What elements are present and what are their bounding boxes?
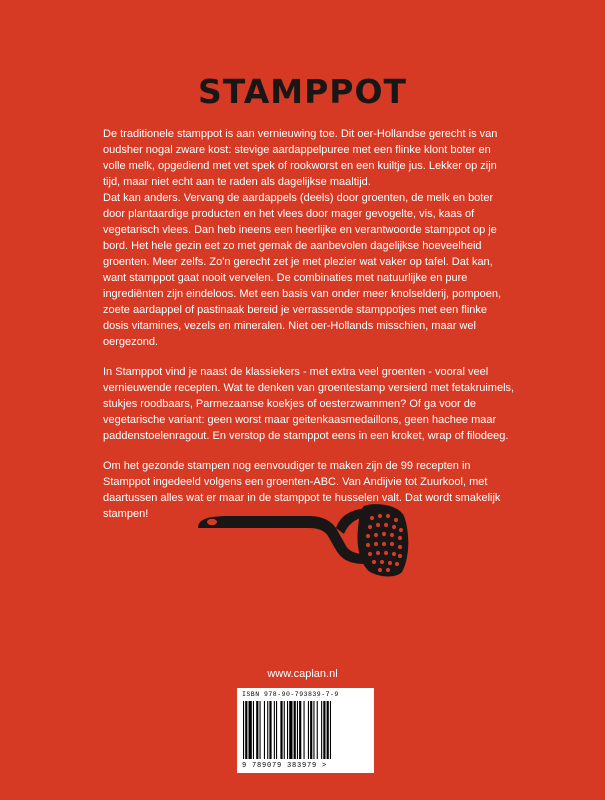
barcode-bar <box>264 701 265 759</box>
barcode-bar <box>249 701 252 759</box>
barcode-bar <box>284 701 285 759</box>
potato-masher-icon <box>190 498 415 580</box>
barcode-bar <box>287 701 288 759</box>
barcode-bar <box>313 701 314 759</box>
barcode-bar <box>269 701 271 759</box>
barcode-bar <box>304 701 305 759</box>
barcode-bar <box>323 701 325 759</box>
barcode-bar <box>253 701 254 759</box>
barcode-digits: 9 789079 383979 > <box>242 762 328 770</box>
barcode-bar <box>274 701 275 759</box>
barcode-bar <box>294 701 296 759</box>
isbn-barcode <box>237 688 374 773</box>
barcode-bar <box>267 701 268 759</box>
blurb-paragraph-1: De traditionele stamppot is aan vernieuwing toe. Dit oer-Hollandse gerecht is van oudsher nogal zware kost: stevige aardappelpuree met een flinke klont boter en volle melk, opgediend met vet spek of rookworst en een kuiltje jus. Lekker op zijn tijd, maar niet echt aan te raden als dagelijkse maaltijd. Dat kan anders. Vervang de aardappels (deels) door groenten, de melk en boter door plantaardige producten en het vlees door mager gevogelte, vis, kaas of vegetarisch vlees. Dan heb ineens een heerlijke en verantwoorde stamppot op je bord. Het hele gezin eet zo met gemak de aanbevolen dagelijkse hoeveelheid groenten. Meer zelfs. Zo'n gerecht zet je met plezier wat vaker op tafel. Dat kan, want stamppot gaat nooit vervelen. De combinaties met natuurlijke en pure ingrediënten zijn eindeloos. Met een basis van onder meer knolselderij, pompoen, zoete aardappel of pastinaak bereid je verrassende stamppotjes met een flinke dosis vitamines, vezels en mineralen. Niet oer-Hollands misschien, maar wel oergezond. <box>103 128 502 348</box>
barcode-bar <box>243 701 244 759</box>
barcode-bar <box>330 701 331 759</box>
barcode-bar <box>260 701 261 759</box>
barcode-bar <box>308 701 309 759</box>
barcode-bar <box>276 701 277 759</box>
barcode-bar <box>256 701 258 759</box>
barcode-bars <box>243 701 368 761</box>
barcode-bar <box>317 701 318 759</box>
isbn-label: ISBN 978-90-793839-7-9 <box>242 691 339 698</box>
barcode-bar <box>310 701 312 759</box>
barcode-bar <box>245 701 247 759</box>
blurb-paragraph-3: Om het gezonde stampen nog eenvoudiger te maken zijn de 99 recepten in Stamppot ingedeeld volgens een groenten-ABC. Van Andijvie tot Zuurkool, met daartussen alles wat er maar in de stamppot te husselen valt. Dat wordt smakelijk stampen! <box>103 460 501 520</box>
publisher-website: www.caplan.nl <box>267 668 338 680</box>
barcode-bar <box>327 701 329 759</box>
barcode-bar <box>289 701 292 759</box>
barcode-bar <box>297 701 298 759</box>
blurb-text <box>103 126 515 536</box>
blurb-paragraph-2: In Stamppot vind je naast de klassiekers - met extra veel groenten - vooral veel vernieuwende recepten. Wat te denken van groentestamp versierd met fetakruimels, stukjes roodbaars, Parmezaanse koekjes of oesterzwammen? Of ga voor de vegetarische variant: geen worst maar geitenkaasmedaillons, geen hachee maar paddenstoelenragout. En verstop de stamppot eens in een kroket, wrap of filodeeg. <box>103 366 515 442</box>
barcode-bar <box>321 701 322 759</box>
book-title: STAMPPOT <box>197 72 408 111</box>
barcode-bar <box>299 701 301 759</box>
barcode-bar <box>280 701 282 759</box>
